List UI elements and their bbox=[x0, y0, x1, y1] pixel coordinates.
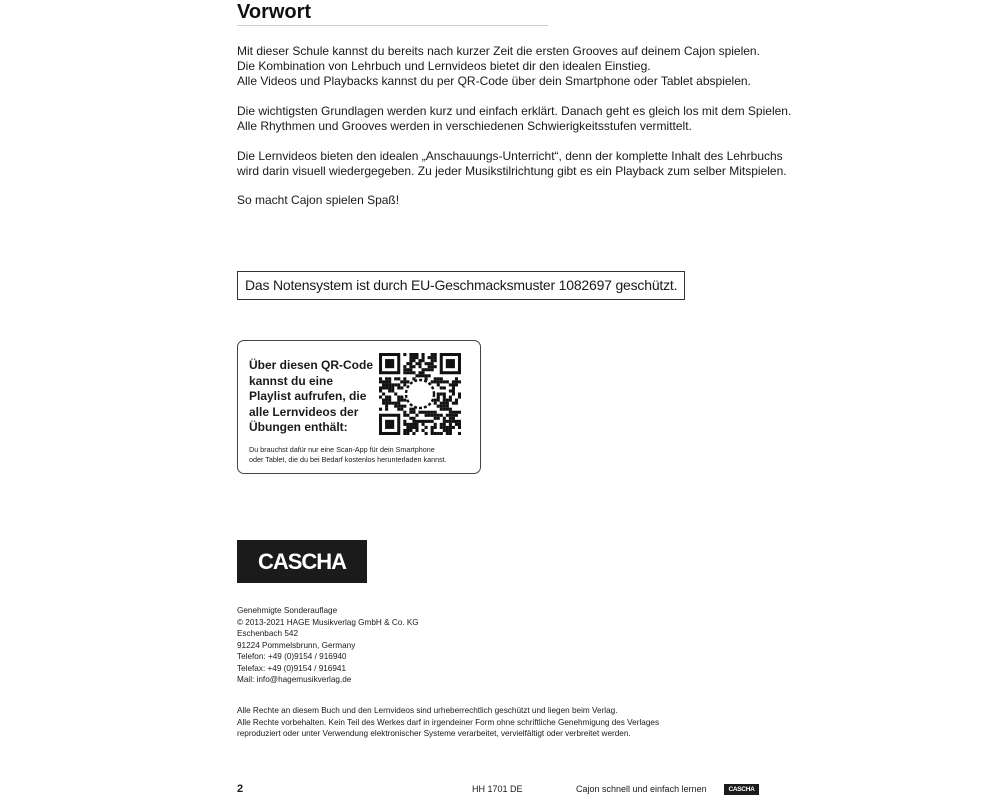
text-line: Genehmigte Sonderauflage bbox=[237, 606, 338, 615]
text-line: reproduziert oder unter Verwendung elektronischer Systeme verarbeitet, vervielfältigt oder verbreitet werden. bbox=[237, 729, 631, 738]
logo-text: CASCHA bbox=[257, 549, 347, 574]
intro-paragraph-4 bbox=[237, 193, 797, 208]
text-line: wird darin visuell wiedergegeben. Zu jeder Musikstilrichtung gibt es ein Playback zum selber Mitspielen. bbox=[237, 164, 787, 178]
intro-paragraph-1 bbox=[237, 44, 797, 89]
qr-note bbox=[249, 445, 477, 465]
text-line: Telefon: +49 (0)9154 / 916940 bbox=[237, 652, 347, 661]
text-line: © 2013-2021 HAGE Musikverlag GmbH & Co. KG bbox=[237, 617, 419, 627]
title-divider bbox=[237, 25, 548, 26]
text-line: Eschenbach 542 bbox=[237, 629, 298, 638]
publisher-info bbox=[237, 605, 419, 686]
text-line: Übungen enthält: bbox=[249, 420, 348, 434]
text-line: Du brauchst dafür nur eine Scan-App für dein Smartphone bbox=[249, 445, 435, 454]
qr-heading bbox=[249, 358, 374, 436]
text-line: oder Tablet, die du bei Bedarf kostenlos herunterladen kannst. bbox=[249, 455, 447, 464]
text-line: 91224 Pommelsbrunn, Germany bbox=[237, 640, 356, 650]
qr-code-icon[interactable] bbox=[379, 353, 461, 435]
text-line: Alle Rhythmen und Grooves werden in verschiedenen Schwierigkeitsstufen vermittelt. bbox=[237, 119, 692, 133]
cascha-logo bbox=[237, 540, 367, 583]
text-line: kannst du eine bbox=[249, 373, 334, 388]
text-line: Alle Videos und Playbacks kannst du per QR-Code über dein Smartphone oder Tablet abspielen. bbox=[237, 74, 751, 88]
page-number: 2 bbox=[237, 783, 244, 795]
text-line: So macht Cajon spielen Spaß! bbox=[237, 193, 400, 207]
page-title: Vorwort bbox=[237, 1, 312, 23]
text-line: alle Lernvideos der bbox=[249, 404, 359, 419]
text-line: Die Kombination von Lehrbuch und Lernvideos bietet dir den idealen Einstieg. bbox=[237, 59, 651, 73]
rights-statement bbox=[237, 705, 659, 740]
footer-cascha-logo: CASCHA bbox=[724, 784, 759, 795]
intro-paragraph-2 bbox=[237, 104, 797, 134]
footer-book-title: Cajon schnell und einfach lernen bbox=[576, 784, 707, 794]
qr-code-box bbox=[237, 340, 481, 474]
text-line: Telefax: +49 (0)9154 / 916941 bbox=[237, 663, 347, 673]
text-line: Die wichtigsten Grundlagen werden kurz und einfach erklärt. Danach geht es gleich los mit dem Spielen. bbox=[237, 104, 792, 118]
intro-paragraph-3 bbox=[237, 149, 797, 179]
text-line: Die Lernvideos bieten den idealen „Anschauungs-Unterricht“, denn der komplette Inhalt des Lehrbuchs bbox=[237, 149, 783, 163]
text-line: Alle Rechte an diesem Buch und den Lernvideos sind urheberrechtlich geschützt und liegen beim Verlag. bbox=[237, 706, 618, 715]
text-line: Playlist aufrufen, die bbox=[249, 389, 367, 403]
product-code: HH 1701 DE bbox=[472, 784, 523, 794]
text-line: Mail: info@hagemusikverlag.de bbox=[237, 675, 352, 684]
copyright-notice-box: Das Notensystem ist durch EU-Geschmacksmuster 1082697 geschützt. bbox=[237, 271, 685, 300]
text-line: Alle Rechte vorbehalten. Kein Teil des Werkes darf in irgendeiner Form ohne schriftliche Genehmigung des Verlages bbox=[237, 717, 660, 727]
text-line: Mit dieser Schule kannst du bereits nach kurzer Zeit die ersten Grooves auf deinem Cajon spielen. bbox=[237, 44, 760, 58]
text-line: Über diesen QR-Code bbox=[249, 358, 374, 372]
